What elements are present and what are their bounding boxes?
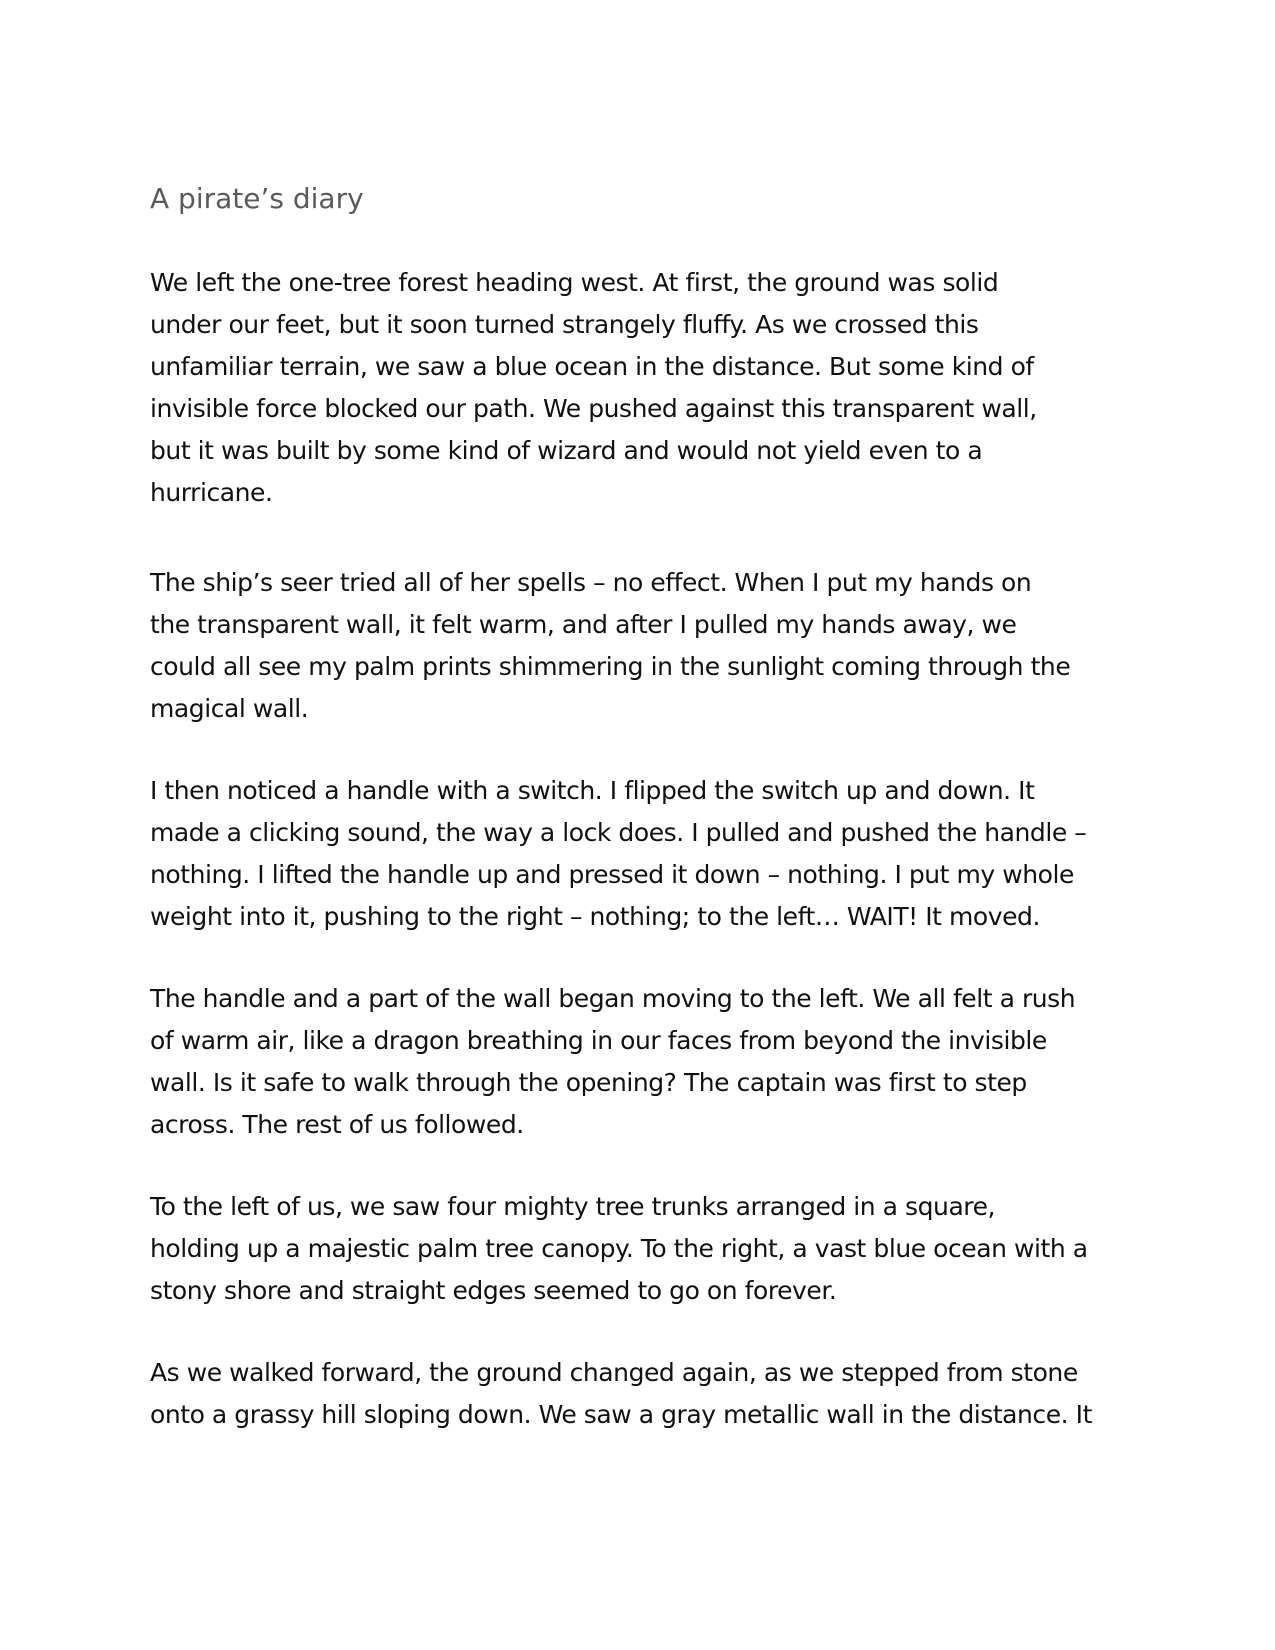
paragraph-line: the transparent wall, it felt warm, and after I pulled my hands away, we [150,610,1017,639]
paragraph-line: made a clicking sound, the way a lock does. I pulled and pushed the handle – [150,818,1087,847]
paragraph-line: unfamiliar terrain, we saw a blue ocean in the distance. But some kind of [150,352,1034,381]
paragraph-line: invisible force blocked our path. We pushed against this transparent wall, [150,394,1037,423]
paragraph-2 [150,562,1130,730]
paragraph-line: across. The rest of us followed. [150,1110,524,1139]
paragraph-line: The ship’s seer tried all of her spells – no effect. When I put my hands on [150,568,1032,597]
document-title: A pirate’s diary [150,182,364,215]
paragraph-line: but it was built by some kind of wizard and would not yield even to a [150,436,983,465]
paragraph-line: The handle and a part of the wall began moving to the left. We all felt a rush [150,984,1076,1013]
paragraph-3 [150,770,1130,938]
paragraph-line: stony shore and straight edges seemed to go on forever. [150,1276,837,1305]
paragraph-line: We left the one-tree forest heading west. At first, the ground was solid [150,268,999,297]
paragraph-line: weight into it, pushing to the right – nothing; to the left… WAIT! It moved. [150,902,1040,931]
paragraph-line: magical wall. [150,694,309,723]
paragraph-line: of warm air, like a dragon breathing in our faces from beyond the invisible [150,1026,1047,1055]
paragraph-line: To the left of us, we saw four mighty tree trunks arranged in a square, [150,1192,996,1221]
paragraph-line: onto a grassy hill sloping down. We saw a gray metallic wall in the distance. It [150,1400,1092,1429]
paragraph-line: wall. Is it safe to walk through the opening? The captain was first to step [150,1068,1027,1097]
paragraph-4 [150,978,1130,1146]
paragraph-1 [150,262,1130,514]
paragraph-5 [150,1186,1130,1312]
paragraph-line: I then noticed a handle with a switch. I flipped the switch up and down. It [150,776,1035,805]
paragraph-line: could all see my palm prints shimmering in the sunlight coming through the [150,652,1071,681]
paragraph-line: hurricane. [150,478,273,507]
paragraph-line: holding up a majestic palm tree canopy. To the right, a vast blue ocean with a [150,1234,1088,1263]
document-body [150,178,1130,1436]
paragraph-line: As we walked forward, the ground changed again, as we stepped from stone [150,1358,1078,1387]
paragraph-line: under our feet, but it soon turned strangely fluffy. As we crossed this [150,310,979,339]
paragraph-6 [150,1352,1130,1436]
paragraph-line: nothing. I lifted the handle up and pressed it down – nothing. I put my whole [150,860,1074,889]
